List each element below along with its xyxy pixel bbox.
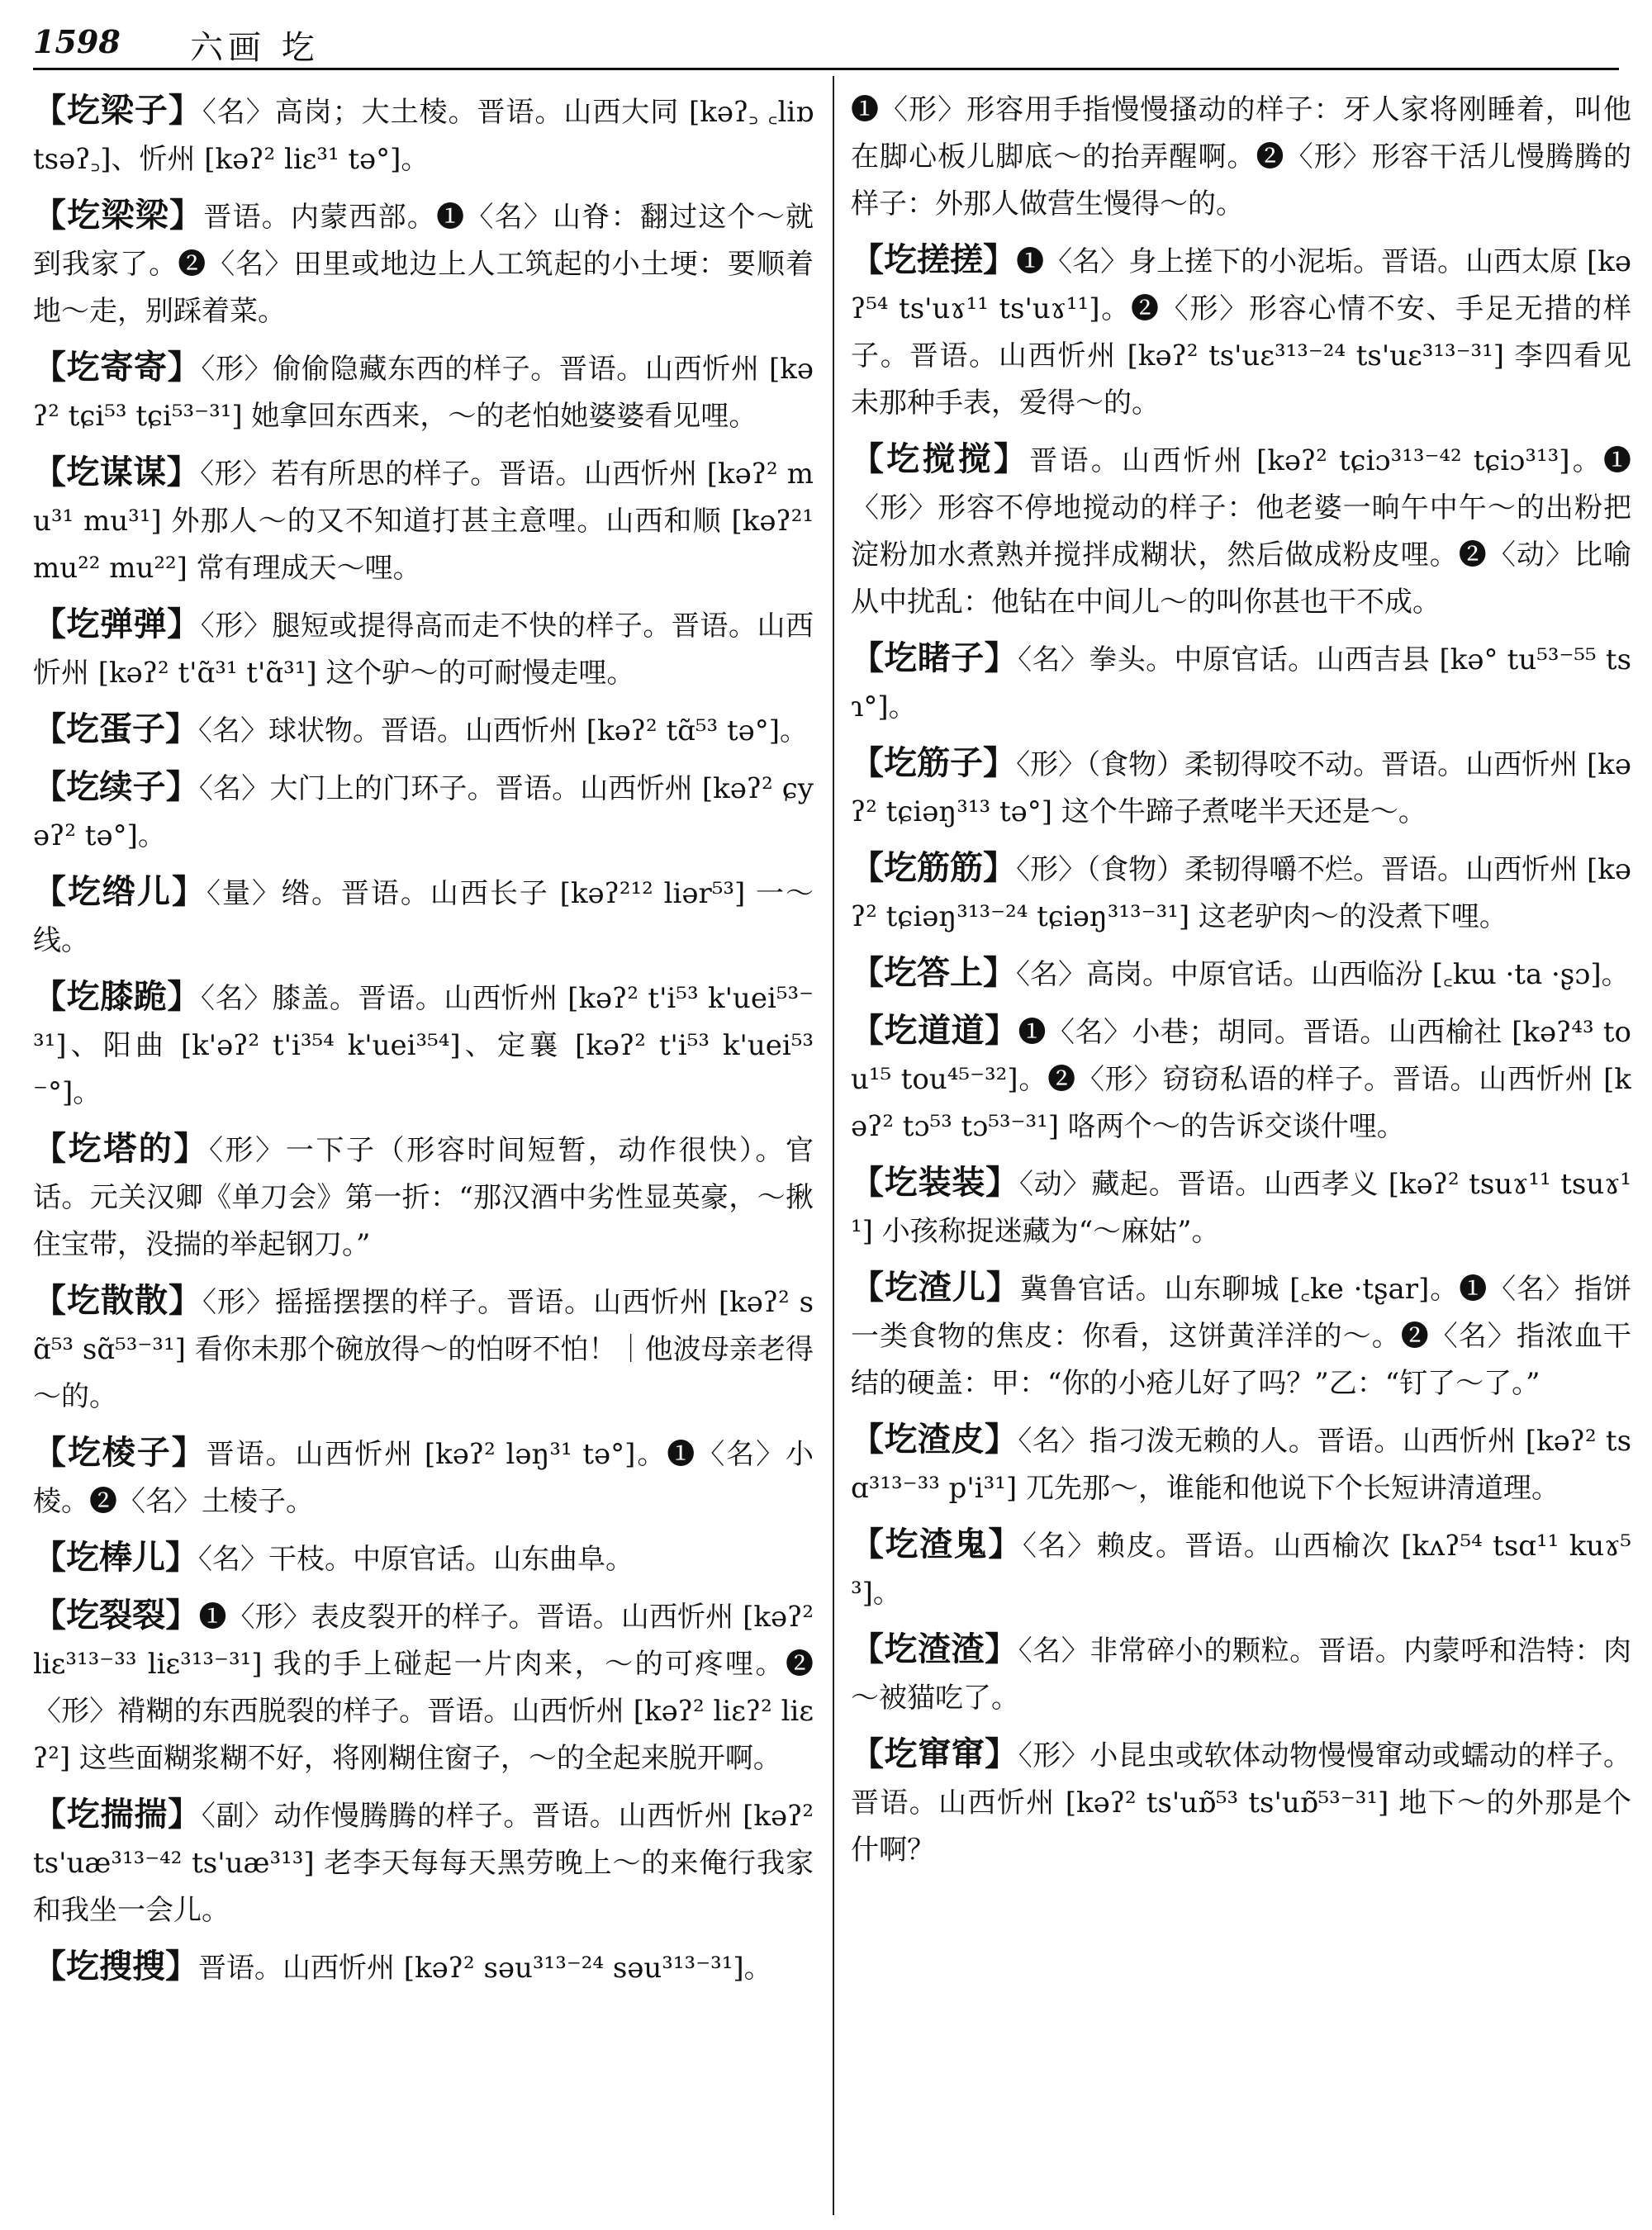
headword-close-bracket: 】 bbox=[173, 1129, 210, 1168]
headword-open-bracket: 【 bbox=[851, 848, 885, 887]
entry-definition: ❶〈形〉形容用手指慢慢搔动的样子：牙人家将刚睡着，叫他在脚心板儿脚底～的抬弄醒啊。❷〈形〉形容干活儿慢腾腾的样子：外那人做营生慢得～的。 bbox=[851, 93, 1631, 221]
entry-headword: 圪渣皮 bbox=[884, 1420, 985, 1459]
headword-close-bracket: 】 bbox=[985, 1630, 1018, 1668]
headword-close-bracket: 】 bbox=[165, 709, 198, 748]
entry-definition: 〈形〉一下子（形容时间短暂，动作很快）。官话。元关汉卿《单刀会》第一折：“那汉酒中劣性显英豪，～揪住宝带，没揣的举起钢刀。” bbox=[33, 1134, 814, 1261]
headword-close-bracket: 】 bbox=[984, 1420, 1018, 1459]
headword-close-bracket: 】 bbox=[985, 1163, 1019, 1202]
headword-open-bracket: 【 bbox=[851, 1420, 885, 1459]
headword-open-bracket: 【 bbox=[33, 1281, 68, 1320]
entry-headword: 圪渣渣 bbox=[884, 1630, 985, 1668]
entry-definition: 晋语。内蒙西部。❶〈名〉山脊：翻过这个～就到我家了。❷〈名〉田里或地边上人工筑起的小土埂：要顺着地～走，别踩着菜。 bbox=[33, 201, 814, 328]
page-header bbox=[33, 20, 1619, 70]
headword-open-bracket: 【 bbox=[33, 91, 67, 130]
entry-definition: 〈名〉膝盖。晋语。山西忻州 [kəʔ² t'i⁵³ k'uei⁵³⁻³¹]、阳曲 [k'əʔ² t'i³⁵⁴ k'uei³⁵⁴]、定襄 [kəʔ² t'i⁵³ k'uei⁵³⁻°]。 bbox=[33, 982, 814, 1109]
dictionary-entry bbox=[851, 1416, 1631, 1512]
entry-definition: 〈形〉偷偷隐藏东西的样子。晋语。山西忻州 [kəʔ² tɕi⁵³ tɕi⁵³⁻³¹] 她拿回东西来，～的老怕她婆婆看见哩。 bbox=[33, 353, 814, 433]
entry-definition: 〈形〉（食物）柔韧得嚼不烂。晋语。山西忻州 [kəʔ² tɕiəŋ³¹³⁻²⁴ tɕiəŋ³¹³⁻³¹] 这老驴肉～的没煮下哩。 bbox=[851, 853, 1631, 933]
entry-headword: 圪棒儿 bbox=[66, 1538, 165, 1577]
entry-definition: 〈名〉干枝。中原官话。山东曲阜。 bbox=[198, 1543, 634, 1576]
headword-close-bracket: 】 bbox=[984, 638, 1018, 677]
entry-definition: ❶〈名〉身上搓下的小泥垢。晋语。山西太原 [kəʔ⁵⁴ ts'uɤ¹¹ ts'uɤ¹¹]。❷〈形〉形容心情不安、手足无措的样子。晋语。山西忻州 [kəʔ² ts'uɛ³¹³⁻²⁴ ts'uɛ³¹³⁻³¹] 李四看见未那种手表，爱得～的。 bbox=[851, 245, 1631, 420]
headword-open-bracket: 【 bbox=[33, 1795, 67, 1834]
dictionary-entry bbox=[33, 87, 814, 183]
headword-open-bracket: 【 bbox=[851, 953, 884, 992]
dictionary-entry bbox=[33, 1534, 814, 1583]
headword-close-bracket: 】 bbox=[167, 605, 201, 643]
dictionary-entry bbox=[33, 600, 814, 697]
headword-open-bracket: 【 bbox=[33, 1947, 66, 1986]
headword-close-bracket: 】 bbox=[983, 848, 1017, 887]
entry-headword: 圪搓搓 bbox=[884, 240, 984, 279]
entry-headword: 圪谋谋 bbox=[66, 453, 167, 491]
headword-close-bracket: 】 bbox=[985, 1734, 1018, 1773]
page-header-title: 六画 圪 bbox=[190, 29, 320, 67]
dictionary-entry bbox=[851, 739, 1631, 836]
entry-headword: 圪梁子 bbox=[66, 91, 169, 130]
headword-open-bracket: 【 bbox=[851, 638, 885, 677]
entry-definition: 〈名〉大门上的门环子。晋语。山西忻州 [kəʔ² ɕyəʔ² tə°]。 bbox=[33, 772, 814, 852]
dictionary-entry bbox=[33, 705, 814, 755]
dictionary-entry bbox=[33, 344, 814, 440]
dictionary-entry bbox=[33, 973, 814, 1117]
entry-headword: 圪膝跪 bbox=[66, 977, 168, 1016]
entry-definition: 〈名〉非常碎小的颗粒。晋语。内蒙呼和浩特：肉～被猫吃了。 bbox=[851, 1635, 1631, 1715]
dictionary-entry bbox=[851, 1521, 1631, 1617]
headword-close-bracket: 】 bbox=[167, 977, 202, 1016]
dictionary-entry bbox=[33, 192, 814, 335]
dictionary-entry bbox=[851, 1730, 1631, 1874]
headword-open-bracket: 【 bbox=[851, 1734, 885, 1773]
entry-definition: 〈名〉指刁泼无赖的人。晋语。山西忻州 [kəʔ² tsɑ³¹³⁻³³ p'i³¹] 兀先那～，谁能和他说下个长短讲清道理。 bbox=[851, 1425, 1631, 1505]
headword-open-bracket: 【 bbox=[33, 348, 67, 387]
dictionary-entry bbox=[851, 435, 1631, 626]
dictionary-entry bbox=[851, 1159, 1631, 1255]
entry-definition: 〈形〉（食物）柔韧得咬不动。晋语。山西忻州 [kəʔ² tɕiəŋ³¹³ tə°] 这个牛蹄子煮咾半天还是～。 bbox=[851, 748, 1631, 828]
headword-close-bracket: 】 bbox=[165, 1538, 198, 1577]
headword-open-bracket: 【 bbox=[33, 977, 67, 1016]
entry-headword: 圪答上 bbox=[884, 953, 983, 992]
headword-open-bracket: 【 bbox=[33, 1129, 69, 1168]
dictionary-entry bbox=[33, 1791, 814, 1934]
entry-headword: 圪道道 bbox=[884, 1011, 985, 1050]
headword-open-bracket: 【 bbox=[33, 453, 67, 491]
headword-close-bracket: 】 bbox=[984, 1011, 1018, 1050]
headword-close-bracket: 】 bbox=[167, 348, 202, 387]
headword-open-bracket: 【 bbox=[33, 767, 67, 806]
headword-close-bracket: 】 bbox=[165, 1947, 198, 1986]
dictionary-entry bbox=[33, 868, 814, 965]
entry-definition: 〈动〉藏起。晋语。山西孝义 [kəʔ² tsuɤ¹¹ tsuɤ¹¹] 小孩称捉迷藏为“～麻姑”。 bbox=[851, 1168, 1631, 1248]
headword-close-bracket: 】 bbox=[166, 453, 201, 491]
column-divider bbox=[833, 76, 834, 2215]
entry-definition: 〈形〉腿短或提得高而走不快的样子。晋语。山西忻州 [kəʔ² t'ɑ̃³¹ t'ɑ̃³¹] 这个驴～的可耐慢走哩。 bbox=[33, 610, 814, 690]
headword-open-bracket: 【 bbox=[33, 1433, 68, 1472]
entry-definition: 〈量〉绺。晋语。山西长子 [kəʔ²¹² liər⁵³] 一～线。 bbox=[33, 877, 814, 957]
headword-open-bracket: 【 bbox=[33, 196, 68, 235]
headword-open-bracket: 【 bbox=[33, 872, 68, 911]
dictionary-entry bbox=[851, 844, 1631, 941]
entry-headword: 圪筋筋 bbox=[884, 848, 984, 887]
headword-open-bracket: 【 bbox=[851, 439, 887, 478]
entry-headword: 圪渣儿 bbox=[884, 1268, 986, 1307]
dictionary-entry bbox=[851, 87, 1631, 228]
headword-open-bracket: 【 bbox=[851, 1163, 885, 1202]
headword-close-bracket: 】 bbox=[171, 1433, 206, 1472]
entry-definition: 〈名〉球状物。晋语。山西忻州 [kəʔ² tɑ̃⁵³ tə°]。 bbox=[198, 714, 809, 747]
headword-open-bracket: 【 bbox=[33, 1538, 66, 1577]
dictionary-entry bbox=[851, 949, 1631, 999]
headword-close-bracket: 】 bbox=[168, 1795, 202, 1834]
headword-close-bracket: 】 bbox=[165, 767, 199, 806]
dictionary-entry bbox=[33, 1429, 814, 1525]
dictionary-entry bbox=[33, 1943, 814, 1992]
page-number: 1598 bbox=[33, 23, 121, 60]
entry-definition: 晋语。山西忻州 [kəʔ² tɕiɔ³¹³⁻⁴² tɕiɔ³¹³]。❶〈形〉形容不停地搅动的样子：他老婆一晌午中午～的出粉把淀粉加水煮熟并搅拌成糊状，然后做成粉皮哩。❷〈动〉比喻从中扰乱：他钻在中间儿～的叫你甚也干不成。 bbox=[851, 444, 1631, 619]
headword-open-bracket: 【 bbox=[33, 1596, 67, 1635]
dictionary-entry bbox=[851, 1264, 1631, 1407]
entry-headword: 圪渣鬼 bbox=[885, 1525, 989, 1563]
headword-close-bracket: 】 bbox=[988, 1525, 1023, 1563]
entry-definition: 〈名〉拳头。中原官话。山西吉县 [kə° tu⁵³⁻⁵⁵ tsɿ°]。 bbox=[851, 643, 1631, 724]
entry-headword: 圪筋子 bbox=[884, 743, 984, 782]
entry-definition: 〈名〉高岗；大土棱。晋语。山西大同 [kəʔ꜆ ꜀liɒ tsəʔ꜆]、忻州 [kəʔ² liɛ³¹ tə°]。 bbox=[33, 96, 814, 176]
headword-close-bracket: 】 bbox=[171, 872, 206, 911]
headword-open-bracket: 【 bbox=[851, 1268, 885, 1307]
entry-headword: 圪弹弹 bbox=[66, 605, 168, 643]
headword-close-bracket: 】 bbox=[994, 439, 1030, 478]
dictionary-entry bbox=[851, 634, 1631, 731]
headword-open-bracket: 【 bbox=[851, 1525, 885, 1563]
headword-close-bracket: 】 bbox=[983, 953, 1016, 992]
entry-definition: 冀鲁官话。山东聊城 [꜀ke ·tʂar]。❶〈名〉指饼一类食物的焦皮：你看，这饼黄洋洋的～。❷〈名〉指浓血干结的硬盖：甲：“你的小疮儿好了吗？”乙：“钉了～了。” bbox=[851, 1273, 1631, 1400]
entry-headword: 圪棱子 bbox=[67, 1433, 172, 1472]
headword-close-bracket: 】 bbox=[985, 1268, 1020, 1307]
headword-close-bracket: 】 bbox=[165, 1596, 199, 1635]
headword-close-bracket: 】 bbox=[169, 1281, 203, 1320]
entry-definition: 〈名〉赖皮。晋语。山西榆次 [kʌʔ⁵⁴ tsɑ¹¹ kuɤ⁵³]。 bbox=[851, 1530, 1631, 1610]
entry-headword: 圪蛋子 bbox=[66, 709, 165, 748]
entry-headword: 圪睹子 bbox=[884, 638, 985, 677]
entry-headword: 圪裂裂 bbox=[66, 1596, 166, 1635]
entry-definition: 〈副〉动作慢腾腾的样子。晋语。山西忻州 [kəʔ² ts'uæ³¹³⁻⁴² ts'uæ³¹³] 老李天每每天黑劳晚上～的来俺行我家和我坐一会儿。 bbox=[33, 1800, 814, 1927]
entry-headword: 圪塔的 bbox=[68, 1129, 174, 1168]
entry-definition: 〈名〉高岗。中原官话。山西临汾 [꜀kɯ ·ta ·ʂɔ]。 bbox=[1016, 958, 1630, 991]
entry-headword: 圪梁梁 bbox=[67, 196, 169, 235]
entry-headword: 圪窜窜 bbox=[884, 1734, 985, 1773]
dictionary-entry bbox=[33, 1592, 814, 1782]
headword-open-bracket: 【 bbox=[851, 1011, 885, 1050]
headword-open-bracket: 【 bbox=[851, 240, 885, 279]
entry-definition: 〈形〉小昆虫或软体动物慢慢窜动或蠕动的样子。晋语。山西忻州 [kəʔ² ts'uɒ̃⁵³ ts'uɒ̃⁵³⁻³¹] 地下～的外那是个什啊？ bbox=[851, 1739, 1631, 1867]
entry-definition: 晋语。山西忻州 [kəʔ² ləŋ³¹ tə°]。❶〈名〉小棱。❷〈名〉土棱子。 bbox=[33, 1438, 814, 1518]
entry-headword: 圪揣揣 bbox=[66, 1795, 169, 1834]
entry-definition: 〈形〉若有所思的样子。晋语。山西忻州 [kəʔ² mu³¹ mu³¹] 外那人～的又不知道打甚主意哩。山西和顺 [kəʔ²¹ mu²² mu²²] 常有理成天～哩。 bbox=[33, 458, 814, 585]
headword-close-bracket: 】 bbox=[983, 743, 1017, 782]
headword-open-bracket: 【 bbox=[33, 709, 66, 748]
entry-headword: 圪散散 bbox=[67, 1281, 169, 1320]
entry-definition: 晋语。山西忻州 [kəʔ² səu³¹³⁻²⁴ səu³¹³⁻³¹]。 bbox=[198, 1952, 772, 1985]
entry-headword: 圪搜搜 bbox=[66, 1947, 165, 1986]
entry-definition: ❶〈名〉小巷；胡同。晋语。山西榆社 [kəʔ⁴³ tou¹⁵ tou⁴⁵⁻³²]。❷〈形〉窃窃私语的样子。晋语。山西忻州 [kəʔ² tɔ⁵³ tɔ⁵³⁻³¹] 咯两个～的告诉交谈什哩。 bbox=[851, 1016, 1631, 1143]
left-column bbox=[33, 87, 814, 2209]
dictionary-entry bbox=[851, 236, 1631, 427]
entry-headword: 圪绺儿 bbox=[68, 872, 172, 911]
entry-definition: ❶〈形〉表皮裂开的样子。晋语。山西忻州 [kəʔ² liɛ³¹³⁻³³ liɛ³¹³⁻³¹] 我的手上碰起一片肉来，～的可疼哩。❷〈形〉褙糊的东西脱裂的样子。晋语。山西忻州 [kəʔ² liɛʔ² liɛʔ²] 这些面糊浆糊不好，将刚糊住窗子，～的全起来脱开啊。 bbox=[33, 1601, 814, 1775]
headword-open-bracket: 【 bbox=[33, 605, 67, 643]
entry-headword: 圪寄寄 bbox=[66, 348, 168, 387]
headword-close-bracket: 】 bbox=[169, 196, 204, 235]
dictionary-entry bbox=[33, 1125, 814, 1269]
entry-headword: 圪续子 bbox=[66, 767, 166, 806]
headword-open-bracket: 【 bbox=[851, 1630, 885, 1668]
headword-close-bracket: 】 bbox=[168, 91, 202, 130]
entry-headword: 圪装装 bbox=[884, 1163, 986, 1202]
headword-open-bracket: 【 bbox=[851, 743, 885, 782]
entry-definition: 〈形〉摇摇摆摆的样子。晋语。山西忻州 [kəʔ² sɑ̃⁵³ sɑ̃⁵³⁻³¹] 看你未那个碗放得～的怕呀不怕！｜他波母亲老得～的。 bbox=[33, 1286, 814, 1413]
dictionary-entry bbox=[851, 1625, 1631, 1722]
dictionary-entry bbox=[33, 448, 814, 592]
dictionary-entry bbox=[33, 763, 814, 860]
entry-headword: 圪搅搅 bbox=[886, 439, 994, 478]
dictionary-entry bbox=[851, 1007, 1631, 1151]
right-column bbox=[851, 87, 1631, 2209]
dictionary-entry bbox=[33, 1277, 814, 1421]
headword-close-bracket: 】 bbox=[983, 240, 1017, 279]
